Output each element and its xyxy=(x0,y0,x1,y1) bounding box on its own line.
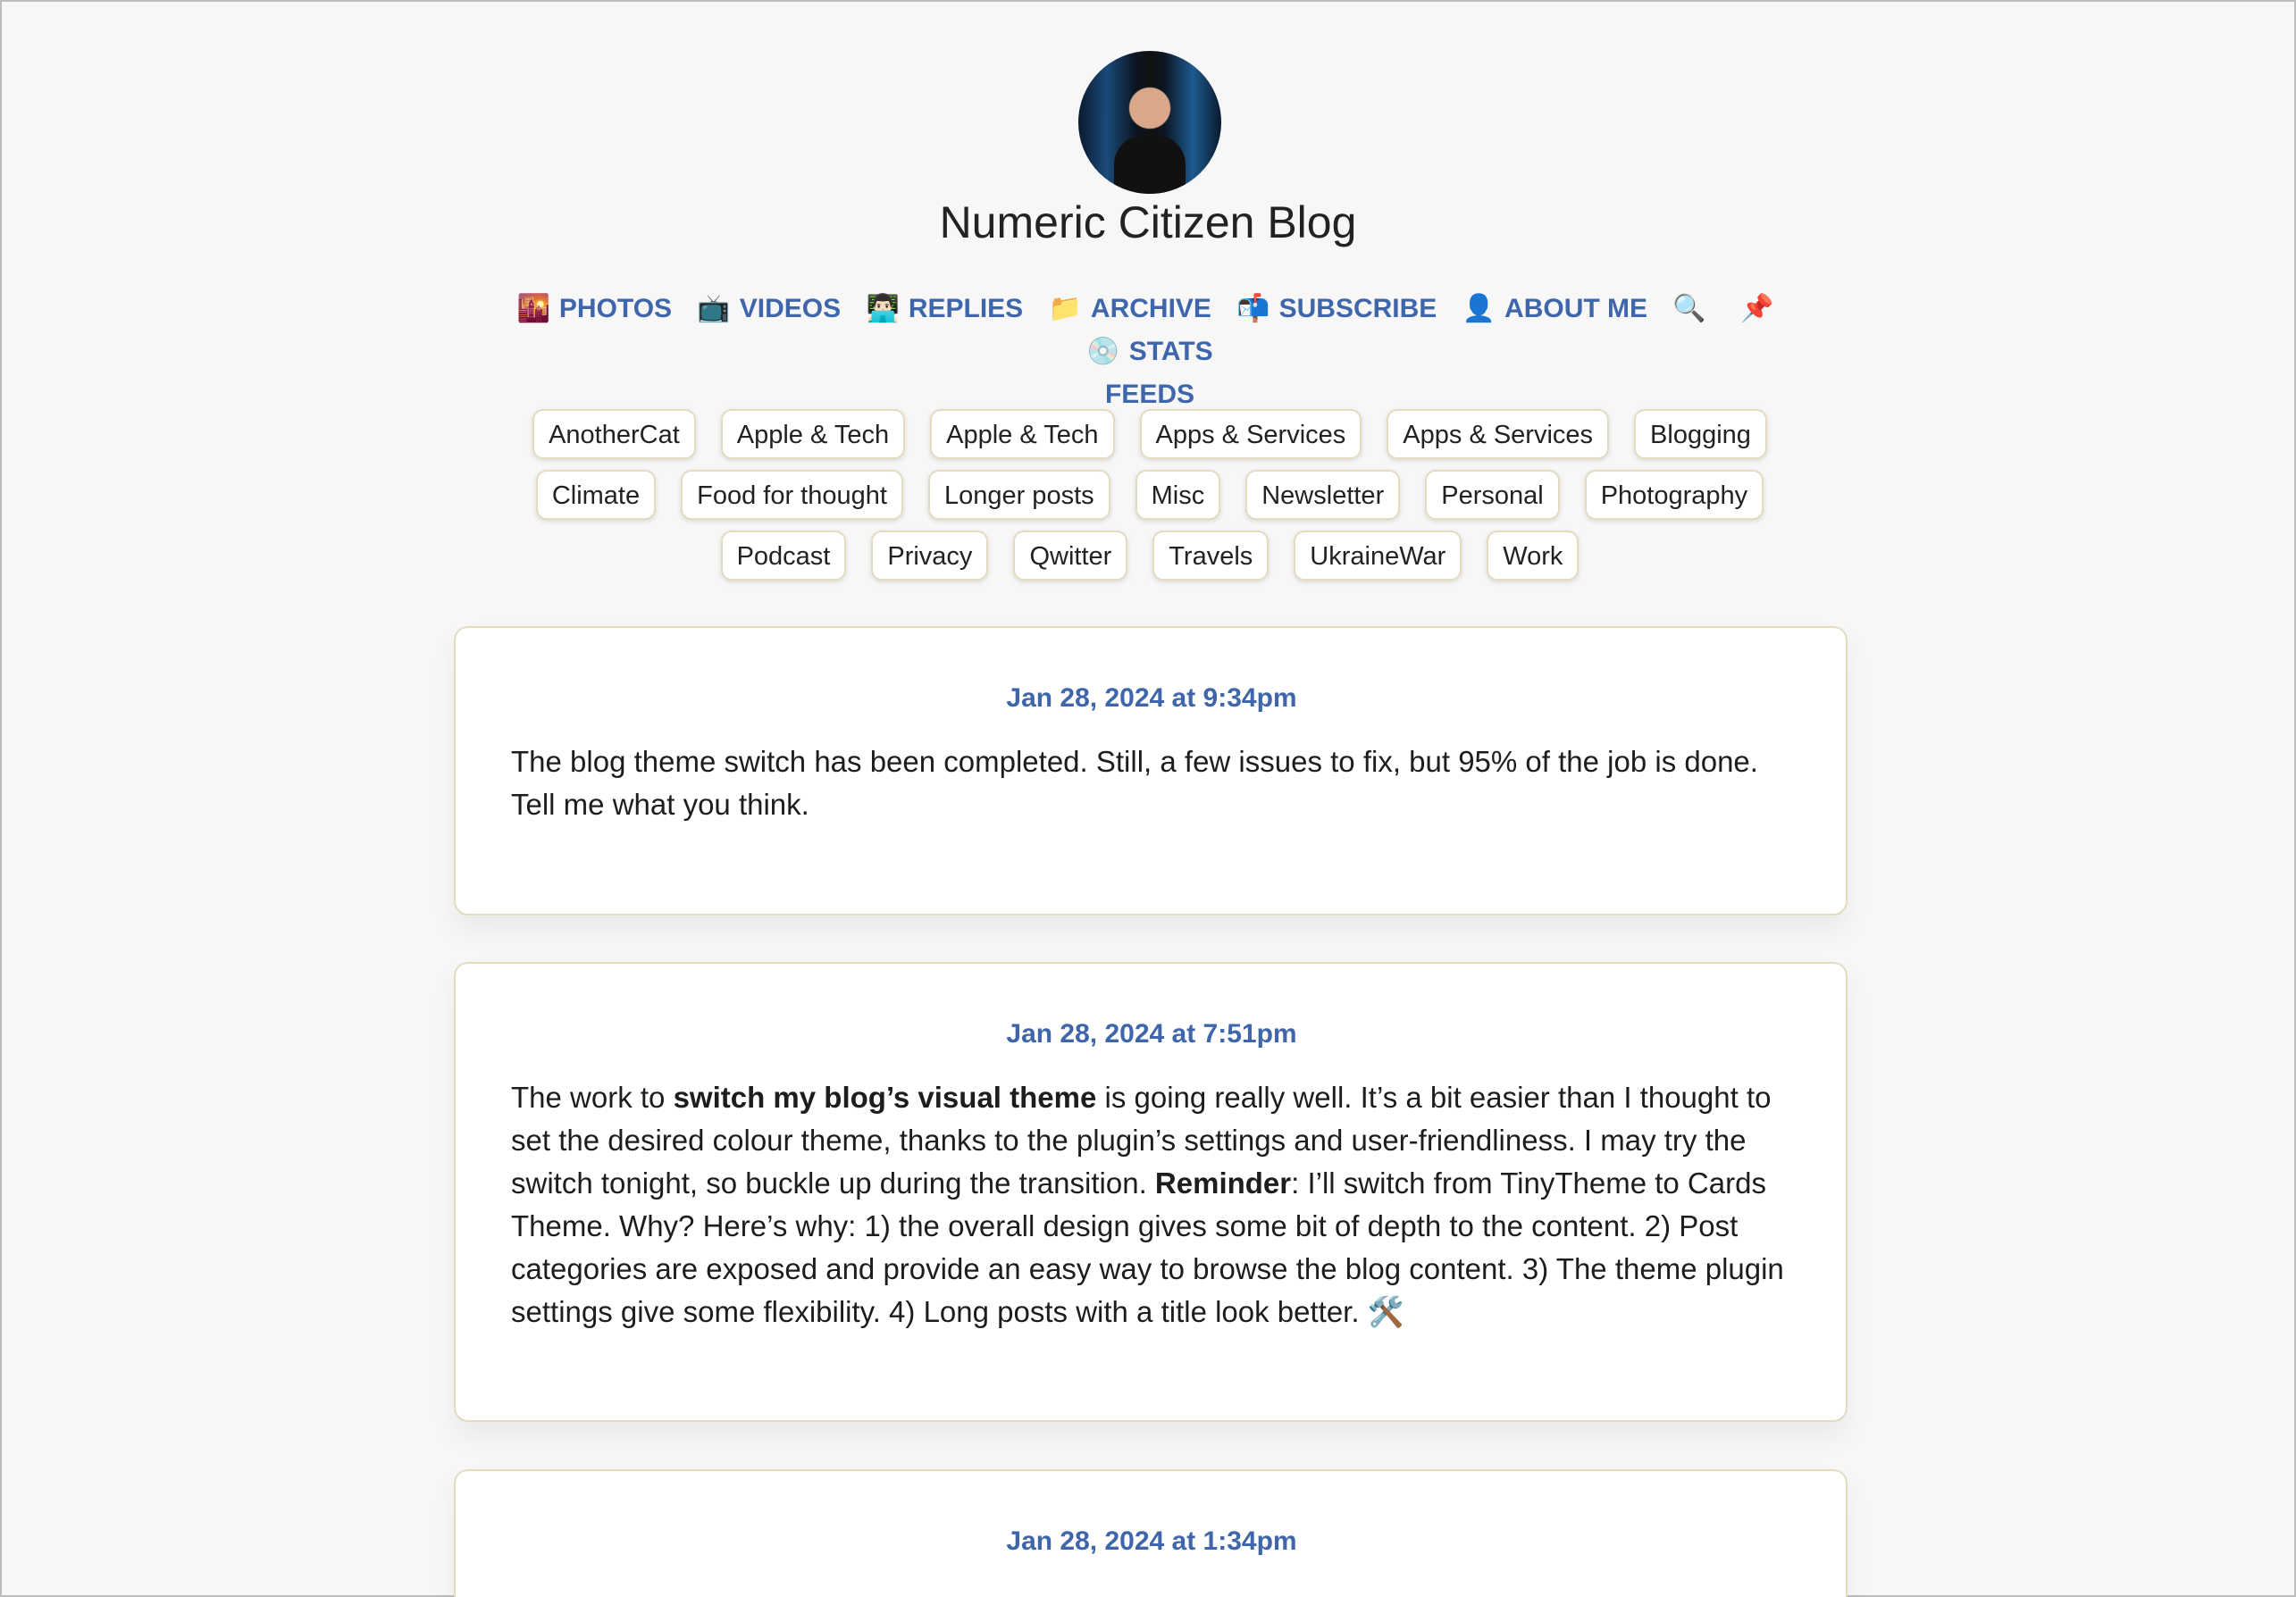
category-tag[interactable]: Travels xyxy=(1152,531,1269,581)
category-tag[interactable]: AnotherCat xyxy=(532,409,696,459)
nav-replies[interactable] xyxy=(866,294,1023,323)
nav-label: REPLIES xyxy=(908,294,1024,323)
category-tag[interactable]: Newsletter xyxy=(1245,470,1400,520)
disc-icon: 💿 xyxy=(1086,337,1120,366)
category-tag[interactable]: Podcast xyxy=(721,531,847,581)
reminder-label: Reminder xyxy=(1154,1166,1292,1200)
category-tag[interactable]: Blogging xyxy=(1634,409,1767,459)
category-tag[interactable]: Apps & Services xyxy=(1140,409,1362,459)
category-list xyxy=(466,404,1833,586)
folder-icon: 📁 xyxy=(1048,294,1082,323)
nav-label: PHOTOS xyxy=(558,294,673,323)
category-tag[interactable]: Apple & Tech xyxy=(721,409,905,459)
site-title[interactable]: Numeric Citizen Blog xyxy=(939,197,1357,247)
nav-pinned[interactable] xyxy=(1740,294,1782,323)
nav-feeds[interactable]: FEEDS xyxy=(1104,380,1195,409)
nav-label: STATS xyxy=(1128,337,1213,366)
mailbox-icon: 📬 xyxy=(1236,294,1270,323)
category-tag[interactable]: UkraineWar xyxy=(1294,531,1462,581)
category-tag[interactable]: Food for thought xyxy=(681,470,903,520)
nav-search[interactable] xyxy=(1672,294,1714,323)
nav-label: ABOUT ME xyxy=(1504,294,1648,323)
link-theme-switch: switch my blog’s visual theme xyxy=(673,1081,1097,1114)
avatar[interactable] xyxy=(1078,51,1221,194)
technologist-icon: 👨🏻‍💻 xyxy=(866,294,900,323)
category-tag[interactable]: Apps & Services xyxy=(1387,409,1609,459)
nav-label: ARCHIVE xyxy=(1090,294,1211,323)
nav-label: SUBSCRIBE xyxy=(1278,294,1437,323)
post-text: The blog theme switch has been completed. Still, a few issues to fix, but 95% of the job is done. Tell me what you think. xyxy=(511,745,1758,821)
nav-archive[interactable] xyxy=(1049,294,1211,323)
category-tag[interactable]: Longer posts xyxy=(928,470,1110,520)
category-tag[interactable]: Personal xyxy=(1425,470,1559,520)
post-card xyxy=(454,626,1848,916)
post-date[interactable]: Jan 28, 2024 at 7:51pm xyxy=(1006,1019,1297,1049)
post-card xyxy=(454,1469,1848,1597)
nav-videos[interactable] xyxy=(697,294,841,323)
nav-about-me[interactable] xyxy=(1462,294,1647,323)
category-tag[interactable]: Climate xyxy=(536,470,656,520)
main-nav xyxy=(466,288,1833,416)
search-icon: 🔍 xyxy=(1672,294,1706,323)
person-icon: 👤 xyxy=(1462,294,1496,323)
category-tag[interactable]: Qwitter xyxy=(1013,531,1127,581)
category-tag[interactable]: Apple & Tech xyxy=(930,409,1114,459)
post-text: The work to switch my blog’s visual theme is going really well. It’s a bit easier than I thought to set the desired colour theme, thanks to the plugin’s settings and user-friendliness. I may try the switch tonight, so buckle up during the transition. Reminder: I’ll switch from TinyTheme to Cards Theme. Why? Here’s why: 1) the overall design gives some bit of depth to the content. 2) Post categories are exposed and provide an easy way to browse the blog content. 3) The theme plugin settings give some flexibility. 4) Long posts with a title look better. 🛠️ xyxy=(511,1081,1784,1328)
pin-icon: 📌 xyxy=(1740,294,1774,323)
post-date[interactable]: Jan 28, 2024 at 1:34pm xyxy=(1006,1526,1297,1556)
category-tag[interactable]: Work xyxy=(1487,531,1579,581)
nav-stats[interactable] xyxy=(1086,337,1212,366)
tv-icon: 📺 xyxy=(697,294,731,323)
nav-photos[interactable] xyxy=(517,294,673,323)
category-tag[interactable]: Misc xyxy=(1135,470,1221,520)
post-card xyxy=(454,962,1848,1422)
category-tag[interactable]: Privacy xyxy=(871,531,988,581)
post-date[interactable]: Jan 28, 2024 at 9:34pm xyxy=(1006,683,1297,713)
nav-subscribe[interactable] xyxy=(1236,294,1437,323)
nav-label: VIDEOS xyxy=(739,294,842,323)
category-tag[interactable]: Photography xyxy=(1585,470,1764,520)
photos-icon: 🌇 xyxy=(516,294,550,323)
